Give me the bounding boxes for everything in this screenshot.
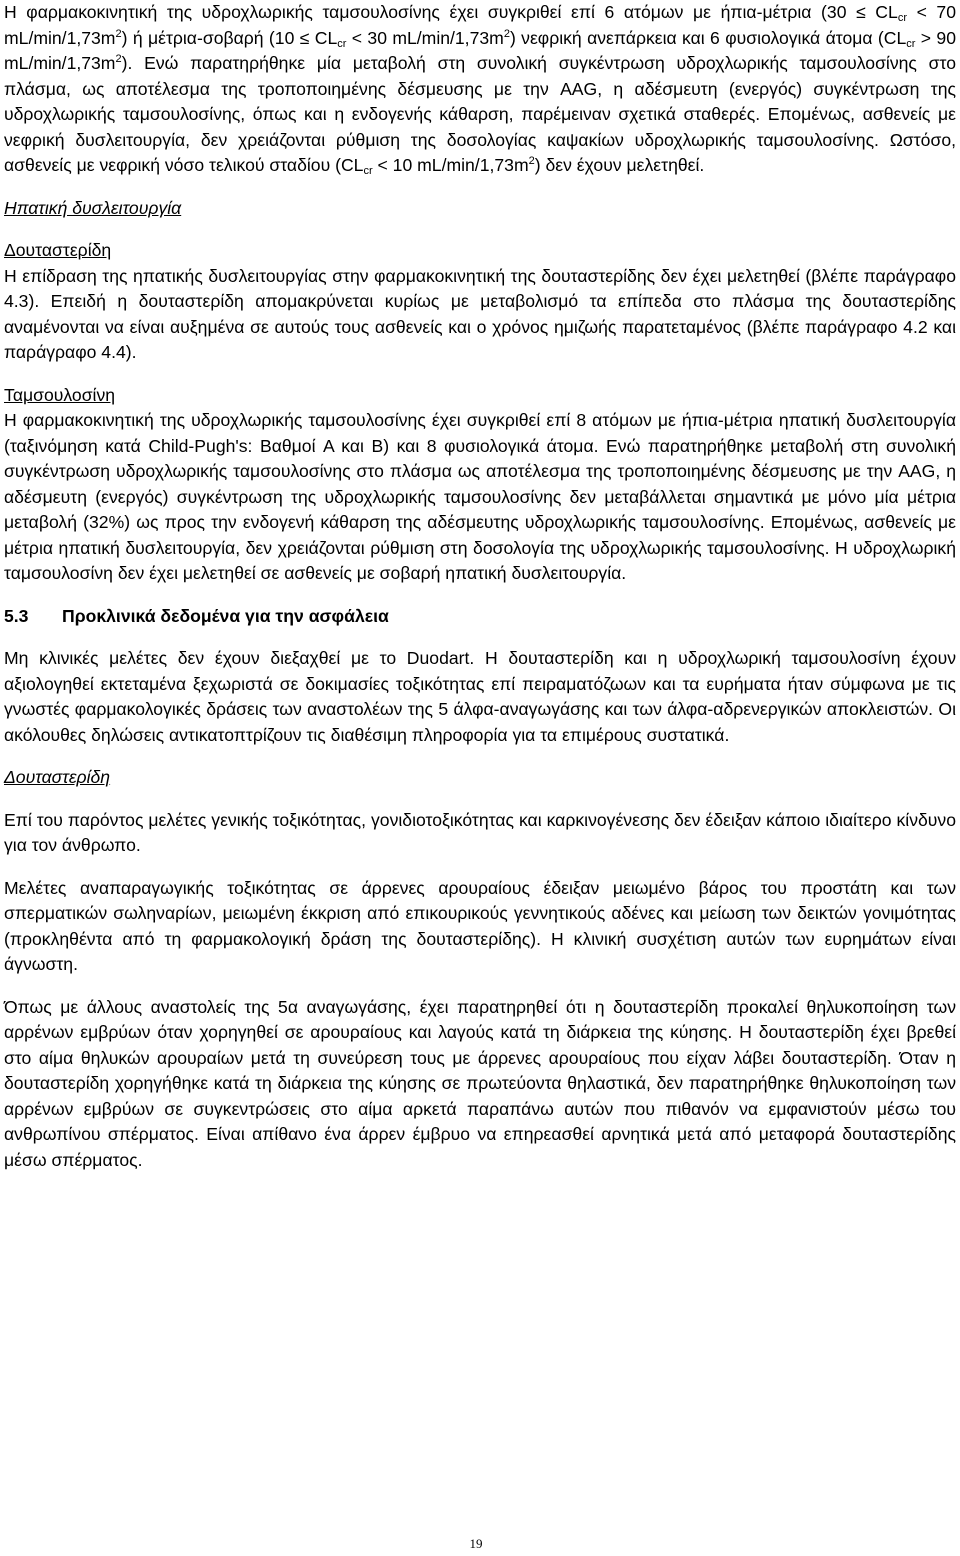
feminisation-paragraph: Όπως με άλλους αναστολείς της 5α αναγωγάσης, έχει παρατηρηθεί ότι η δουταστερίδη προκαλεί θηλυκοποίηση των αρρένων εμβρύων όταν χορηγηθεί σε αρουραίους και λαγούς κατά τη διάρκεια της κύησης. Η δουταστερίδη έχει βρεθεί στο αίμα θηλυκών αρουραίων μετά τη συνεύρεση τους με άρρενες αρουραίους που είχαν λάβει δουταστερίδη. Όταν η δουταστερίδη χορηγήθηκε κατά τη διάρκεια της κύησης σε πρωτεύοντα θηλαστικά, δεν παρατηρήθηκε θηλυκοποίηση των αρρένων εμβρύων σε συγκεντρώσεις στο αίμα αρκετά παραπάνω αυτών που πιθανόν να εμφανιστούν μέσω του ανθρωπίνου σπέρματος. Είναι απίθανο ένα άρρεν έμβρυο να επηρεασθεί αρνητικά μετά από μεταφορά δουταστερίδης μέσω σπέρματος. [4,996,956,1170]
document-page [4,0,956,1173]
hepatic-tamsulosin-paragraph: Η φαρμακοκινητική της υδροχλωρικής ταμσουλοσίνης έχει συγκριθεί επί 8 ατόμων με ήπια-μέτρια ηπατική δυσλειτουργία (ταξινόμηση κατά Child-Pugh's: Βαθμοί A και B) και 8 φυσιολογικά άτομα. Ενώ παρατηρήθηκε μεταβολή στη συνολική συγκέντρωση υδροχλωρικής ταμσουλοσίνης στο πλάσμα ως αποτέλεσμα της τροποποιημένης δέσμευσης με την AAG, η αδέσμευτη (ενεργός) συγκέντρωση της υδροχλωρικής ταμσουλοσίνης δεν μεταβάλλεται σημαντικά με μόνο μία μέτρια μεταβολή (32%) ως προς την ενδογενή κάθαρση της αδέσμευτης υδροχλωρικής ταμσουλοσίνης. Επομένως, ασθενείς με μέτρια ηπατική δυσλειτουργία, δεν χρειάζονται ρύθμιση στη δοσολογία της υδροχλωρικής ταμσουλοσίνης. Η υδροχλωρική ταμσουλοσίνη δεν έχει μελετηθεί σε ασθενείς με σοβαρή ηπατική δυσλειτουργία. [4,410,956,583]
section-number: 5.3 [4,605,29,626]
preclinical-dutasteride-subheading: Δουταστερίδη [4,767,111,787]
renal-impairment-tamsulosin-paragraph: Η φαρμακοκινητική της υδροχλωρικής ταμσουλοσίνης έχει συγκριθεί επί 6 ατόμων με ήπια-μέτρια ($30 \le CL_{cr} < 70$ $mL/\min/1,73m^2$) ή μέτρια-σοβαρή ($10 \le CL_{cr} < 30$ $mL/\min/1,73m^2$) νεφρική ανεπάρκεια και 6 φυσιολογικά άτομα ($CL_{cr} > 90$ $mL/\min/1,73m^2$). Ενώ παρατηρήθηκε μία μεταβολή στη συνολική συγκέντρωση υδροχλωρικής ταμσουλοσίνης στο πλάσμα, ως αποτέλεσμα της τροποποιημένης δέσμευσης με την AAG, η αδέσμευτη (ενεργός) συγκέντρωση της υδροχλωρικής ταμσουλοσίνης, όπως και η ενδογενής κάθαρση, παρέμειναν σχετικά σταθερές. Επομένως, ασθενείς με νεφρική δυσλειτουργία, δεν χρειάζονται ρύθμιση της δοσολογίας καψακίων υδροχλωρικής ταμσουλοσίνης. Ωστόσο, ασθενείς με νεφρική νόσο τελικού σταδίου ($CL_{cr} < 10$ $mL/\min/1,73m^2$) δεν έχουν μελετηθεί. [4,2,957,177]
reproductive-toxicity-paragraph: Μελέτες αναπαραγωγικής τοξικότητας σε άρρενες αρουραίους έδειξαν μειωμένο βάρος του προστάτη και των σπερματικών σωληναρίων, μειωμένη έκκριση από επικουρικούς γεννητικούς αδένες και μείωση των δεικτών γονιμότητας (προκληθέντα από τη φαρμακολογική δράση της δουταστερίδης). Η κλινική συσχέτιση αυτών των ευρημάτων είναι άγνωστη. [4,877,956,974]
hepatic-dutasteride-subheading: Δουταστερίδη [4,240,112,260]
hepatic-impairment-heading: Ηπατική δυσλειτουργία [4,197,182,218]
hepatic-dutasteride-paragraph: Η επίδραση της ηπατικής δυσλειτουργίας στην φαρμακοκινητική της δουταστερίδης δεν έχει μελετηθεί (βλέπε παράγραφο 4.3). Επειδή η δουταστερίδη απομακρύνεται κυρίως με μεταβολισμό τα επίπεδα στο πλάσμα της δουταστερίδης αναμένονται να είναι αυξημένα σε αυτούς τους ασθενείς και ο χρόνος ημιζωής παρατεταμένος (βλέπε παράγραφο 4.2 και παράγραφο 4.4). [4,265,956,362]
page-number: 19 [469,1536,483,1551]
section-heading [4,604,956,630]
general-toxicity-paragraph: Επί του παρόντος μελέτες γενικής τοξικότητας, γονιδιοτοξικότητας και καρκινογένεσης δεν έδειξαν κάποιο ιδιαίτερο κίνδυνο για τον άνθρωπο. [4,809,956,855]
hepatic-tamsulosin-subheading: Ταμσουλοσίνη [4,384,116,405]
section-title: Προκλινικά δεδομένα για την ασφάλεια [62,605,389,626]
preclinical-intro-paragraph: Μη κλινικές μελέτες δεν έχουν διεξαχθεί με το Duodart. Η δουταστερίδη και η υδροχλωρική ταμσουλοσίνη έχουν αξιολογηθεί εκτεταμένα ξεχωριστά σε δοκιμασίες τοξικότητας επί πειραματόζωων και τα ευρήματα ήταν σύμφωνα με τις γνωστές φαρμακολογικές δράσεις των αναστολέων της 5 άλφα-αναγωγάσης και των άλφα-αδρενεργικών αποκλειστών. Οι ακόλουθες δηλώσεις αντικατοπτρίζουν τις διαθέσιμη πληροφορία για τα επιμέρους συστατικά. [4,648,956,745]
